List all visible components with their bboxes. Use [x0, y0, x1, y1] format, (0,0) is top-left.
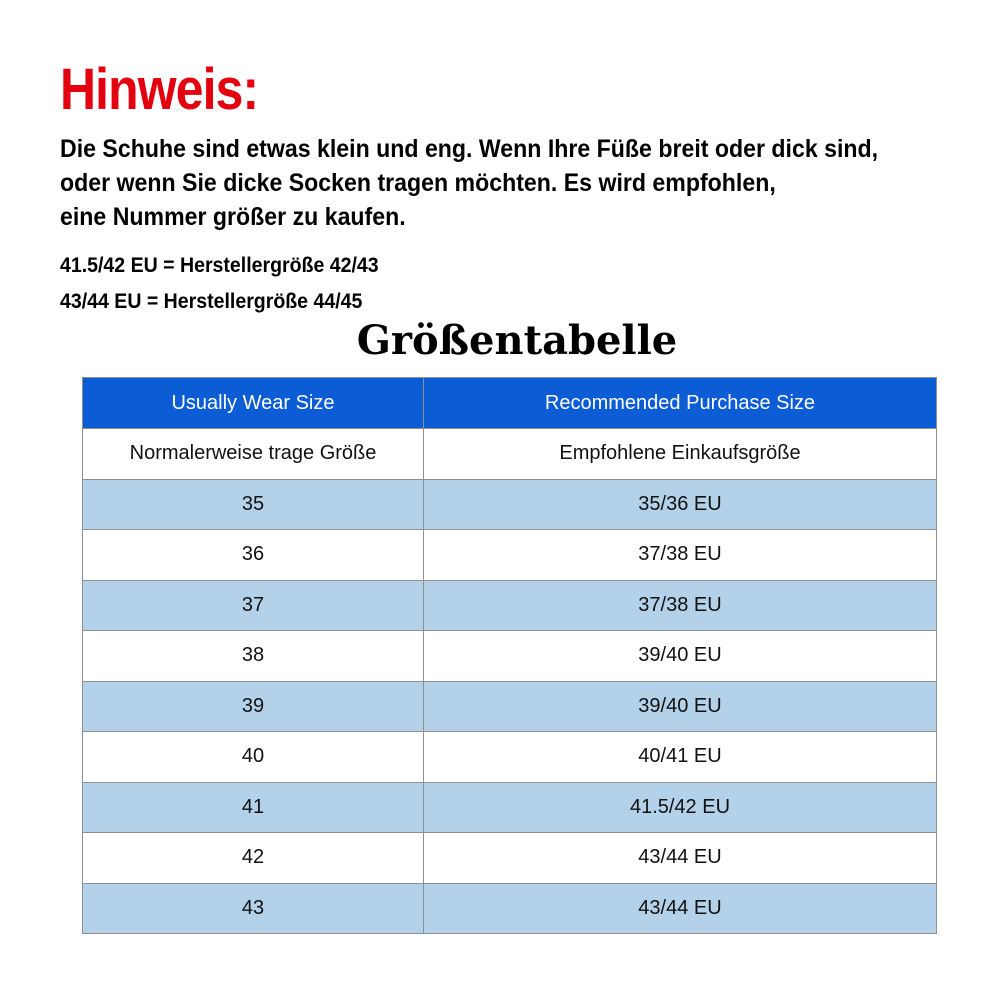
notice-text: [60, 132, 985, 234]
recommended-size-cell: 37/38 EU: [424, 530, 937, 581]
table-row: [83, 530, 937, 581]
subheader-recommended-size: Empfohlene Einkaufsgröße: [424, 429, 937, 480]
recommended-size-cell: 41.5/42 EU: [424, 782, 937, 833]
usual-size-cell: 43: [83, 883, 424, 934]
table-row: [83, 681, 937, 732]
usual-size-cell: 38: [83, 631, 424, 682]
table-header-row: [83, 378, 937, 429]
notice-title: Hinweis:: [60, 57, 259, 122]
table-row: [83, 631, 937, 682]
size-chart-title: Größentabelle: [356, 317, 678, 364]
usual-size-cell: 35: [83, 479, 424, 530]
notice-line: eine Nummer größer zu kaufen.: [60, 203, 406, 231]
recommended-size-cell: 39/40 EU: [424, 681, 937, 732]
notice-line: oder wenn Sie dicke Socken tragen möchten. Es wird empfohlen,: [60, 169, 776, 197]
table-row: [83, 883, 937, 934]
table-row: [83, 833, 937, 884]
subheader-usual-size: Normalerweise trage Größe: [83, 429, 424, 480]
recommended-size-cell: 40/41 EU: [424, 732, 937, 783]
size-chart-table: [82, 377, 937, 934]
recommended-size-cell: 35/36 EU: [424, 479, 937, 530]
recommended-size-cell: 37/38 EU: [424, 580, 937, 631]
header-usual-size: Usually Wear Size: [83, 378, 424, 429]
size-note: 43/44 EU = Herstellergröße 44/45: [60, 290, 363, 313]
size-note: 41.5/42 EU = Herstellergröße 42/43: [60, 254, 379, 277]
usual-size-cell: 40: [83, 732, 424, 783]
usual-size-cell: 36: [83, 530, 424, 581]
table-subheader-row: [83, 429, 937, 480]
header-recommended-size: Recommended Purchase Size: [424, 378, 937, 429]
notice-line: Die Schuhe sind etwas klein und eng. Wenn Ihre Füße breit oder dick sind,: [60, 135, 879, 163]
table-row: [83, 580, 937, 631]
table-row: [83, 732, 937, 783]
usual-size-cell: 39: [83, 681, 424, 732]
usual-size-cell: 37: [83, 580, 424, 631]
recommended-size-cell: 43/44 EU: [424, 833, 937, 884]
recommended-size-cell: 43/44 EU: [424, 883, 937, 934]
recommended-size-cell: 39/40 EU: [424, 631, 937, 682]
usual-size-cell: 42: [83, 833, 424, 884]
usual-size-cell: 41: [83, 782, 424, 833]
table-row: [83, 782, 937, 833]
table-row: [83, 479, 937, 530]
